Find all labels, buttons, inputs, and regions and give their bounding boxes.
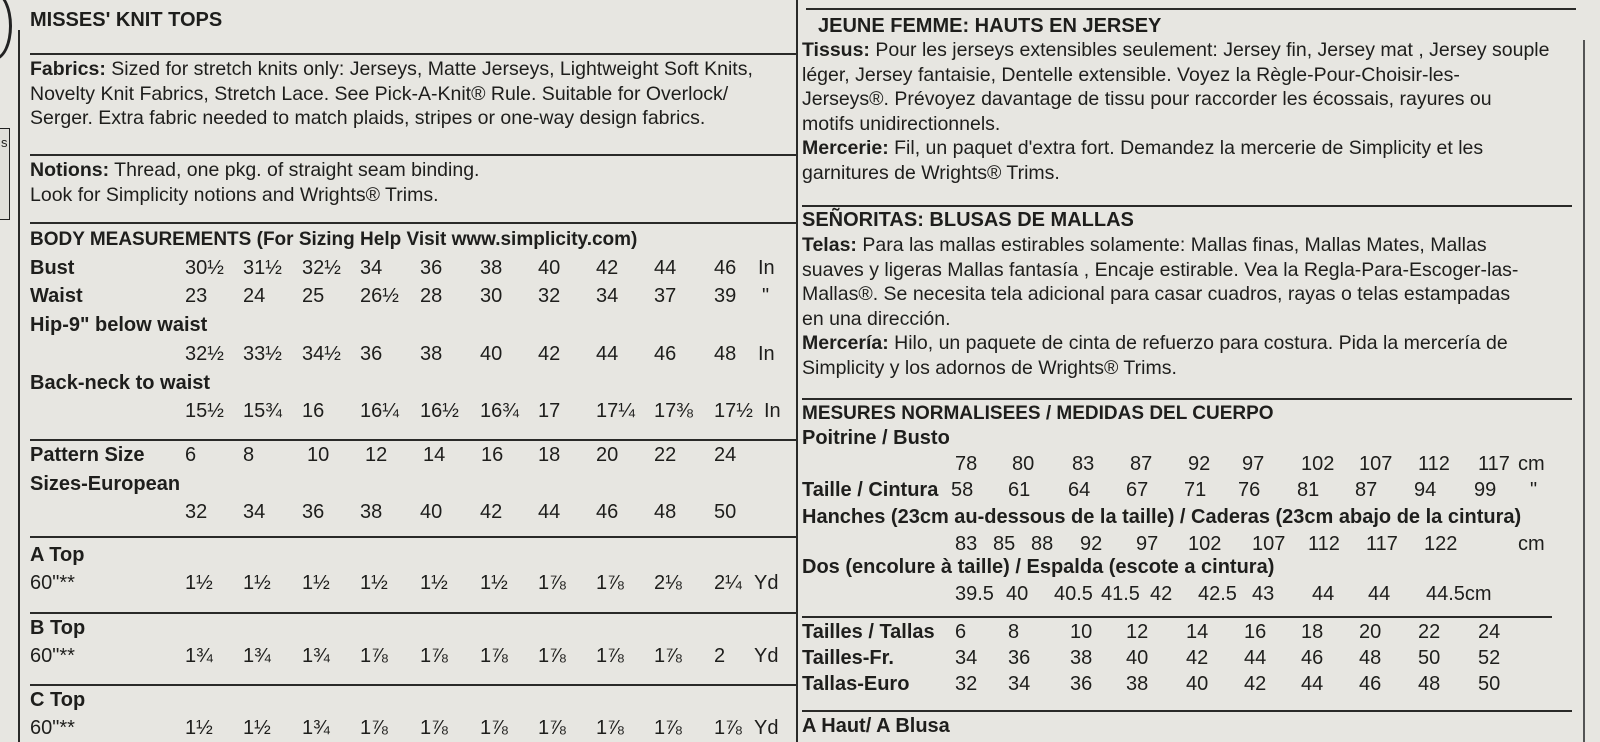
row-label-bust: Bust bbox=[30, 257, 75, 279]
taille-value: 64 bbox=[1068, 479, 1091, 501]
title-jeune-femme: JEUNE FEMME: HAUTS EN JERSEY bbox=[818, 15, 1162, 37]
bust-value: 30½ bbox=[185, 257, 224, 279]
pattern-size-value: 24 bbox=[714, 444, 737, 466]
bust-value: 38 bbox=[480, 257, 503, 279]
edge-tab: s bbox=[0, 128, 10, 220]
telas-line: Mallas®. Se necesita tela adicional para casar cuadros, rayas o telas estampadas bbox=[802, 283, 1511, 305]
view-label: C Top bbox=[30, 689, 86, 711]
hip-value: 34½ bbox=[302, 343, 341, 365]
waist-value: 30 bbox=[480, 285, 503, 307]
bust-value: 34 bbox=[360, 257, 383, 279]
divider bbox=[802, 616, 1552, 618]
divider bbox=[30, 536, 798, 538]
view-yardage-value: 1½ bbox=[185, 572, 213, 594]
fabrics-line: Sized for stretch knits only: Jerseys, Matte Jerseys, Lightweight Soft Knits, bbox=[111, 58, 753, 80]
taille-value: 87 bbox=[1355, 479, 1378, 501]
view-yardage-value: 1⅞ bbox=[420, 645, 448, 667]
bust-value: 40 bbox=[538, 257, 561, 279]
view-yardage-value: 1⅞ bbox=[596, 717, 624, 739]
hanches-value: 117 bbox=[1366, 533, 1398, 555]
row-label-waist: Waist bbox=[30, 285, 83, 307]
tallas-euro-value: 32 bbox=[955, 673, 978, 695]
divider bbox=[30, 684, 798, 686]
row-label-dos: Dos (encolure à taille) / Espalda (escote a cintura) bbox=[802, 556, 1275, 578]
unit-label: In bbox=[758, 343, 775, 365]
row-label-hip: Hip-9" below waist bbox=[30, 314, 208, 336]
title-senoritas: SEÑORITAS: BLUSAS DE MALLAS bbox=[802, 209, 1134, 231]
view-yardage-value: 1½ bbox=[243, 717, 271, 739]
unit-label: Yd bbox=[754, 645, 779, 667]
pattern-size-value: 10 bbox=[307, 444, 330, 466]
back-neck-value: 15½ bbox=[185, 400, 224, 422]
merceria-label: Mercería: bbox=[802, 332, 889, 354]
tissus-line: léger, Jersey fantaisie, Dentelle extensible. Voyez la Règle-Pour-Choisir-les- bbox=[802, 63, 1460, 86]
divider bbox=[30, 612, 798, 614]
tallas-euro-value: 36 bbox=[1070, 673, 1093, 695]
poitrine-value: 112 bbox=[1418, 453, 1450, 475]
pattern-size-value: 22 bbox=[654, 444, 677, 466]
view-yardage-value: 1¾ bbox=[302, 645, 330, 667]
hanches-value: 85 bbox=[993, 533, 1016, 555]
mercerie-label: Mercerie: bbox=[802, 137, 889, 159]
hip-value: 46 bbox=[654, 343, 677, 365]
waist-value: 37 bbox=[654, 285, 677, 307]
taille-value: 58 bbox=[951, 479, 974, 501]
tailles-value: 22 bbox=[1418, 621, 1441, 643]
dos-value: 44 bbox=[1368, 583, 1391, 605]
telas-line: suaves y ligeras Mallas fantasía , Encaje estirable. Vea la Regla-Para-Escoger-las- bbox=[802, 258, 1519, 281]
tailles-value: 24 bbox=[1478, 621, 1501, 643]
unit-label: " bbox=[1530, 479, 1538, 501]
taille-value: 67 bbox=[1126, 479, 1149, 501]
sizes-european-value: 44 bbox=[538, 501, 561, 523]
tailles-fr-value: 36 bbox=[1008, 647, 1031, 669]
divider bbox=[30, 53, 798, 55]
hip-value: 32½ bbox=[185, 343, 224, 365]
divider bbox=[30, 154, 798, 156]
dos-value: 43 bbox=[1252, 583, 1275, 605]
unit-label: In bbox=[758, 257, 775, 279]
view-fabric-width: 60"** bbox=[30, 717, 75, 739]
view-yardage-value: 1⅞ bbox=[538, 645, 566, 667]
sizes-european-value: 50 bbox=[714, 501, 737, 523]
divider bbox=[30, 222, 798, 224]
back-neck-value: 17⅜ bbox=[654, 400, 693, 422]
sizes-european-value: 46 bbox=[596, 501, 619, 523]
view-yardage-value: 1½ bbox=[302, 572, 330, 594]
unit-label: Yd bbox=[754, 717, 779, 739]
hanches-value: 107 bbox=[1252, 533, 1286, 555]
hanches-value: 102 bbox=[1188, 533, 1222, 555]
bust-value: 44 bbox=[654, 257, 677, 279]
body-measurements-heading: BODY MEASUREMENTS (For Sizing Help Visit www.simplicity.com) bbox=[30, 229, 638, 250]
pattern-size-value: 18 bbox=[538, 444, 561, 466]
mercerie-line: garnitures de Wrights® Trims. bbox=[802, 161, 1060, 184]
view-yardage-value: 1¾ bbox=[302, 717, 330, 739]
tallas-euro-value: 38 bbox=[1126, 673, 1149, 695]
view-yardage-value: 2⅛ bbox=[654, 572, 682, 594]
taille-value: 71 bbox=[1184, 479, 1207, 501]
dos-value: 42 bbox=[1150, 583, 1173, 605]
view-yardage-value: 1⅞ bbox=[596, 645, 624, 667]
row-label-taille: Taille / Cintura bbox=[802, 479, 939, 501]
hanches-value: 122 bbox=[1424, 533, 1458, 555]
hip-value: 40 bbox=[480, 343, 503, 365]
notions-line: Thread, one pkg. of straight seam binding. bbox=[114, 159, 480, 181]
waist-value: 24 bbox=[243, 285, 266, 307]
measurements-heading: MESURES NORMALISEES / MEDIDAS DEL CUERPO bbox=[802, 403, 1274, 424]
waist-value: 34 bbox=[596, 285, 619, 307]
row-label-sizes-european: Sizes-European bbox=[30, 473, 181, 495]
tissus-paragraph bbox=[802, 38, 1562, 185]
dos-value: 42.5 bbox=[1198, 583, 1237, 605]
view-yardage-value: 2¼ bbox=[714, 572, 742, 594]
pattern-size-value: 20 bbox=[596, 444, 619, 466]
divider bbox=[802, 398, 1572, 400]
bust-value: 32½ bbox=[302, 257, 341, 279]
sizes-european-value: 34 bbox=[243, 501, 266, 523]
tallas-euro-value: 44 bbox=[1301, 673, 1324, 695]
merceria-line: Simplicity y los adornos de Wrights® Trims. bbox=[802, 356, 1177, 379]
taille-value: 94 bbox=[1414, 479, 1437, 501]
waist-value: 26½ bbox=[360, 285, 399, 307]
merceria-line: Hilo, un paquete de cinta de refuerzo para costura. Pida la mercería de bbox=[894, 332, 1508, 354]
telas-line: en una dirección. bbox=[802, 307, 951, 330]
dos-value: 44 bbox=[1312, 583, 1335, 605]
row-label-tailles: Tailles / Tallas bbox=[802, 621, 935, 643]
tailles-value: 20 bbox=[1359, 621, 1382, 643]
tailles-value: 18 bbox=[1301, 621, 1324, 643]
pattern-size-value: 8 bbox=[243, 444, 255, 466]
view-yardage-value: 1½ bbox=[480, 572, 508, 594]
bust-value: 42 bbox=[596, 257, 619, 279]
tissus-label: Tissus: bbox=[802, 39, 870, 61]
view-yardage-value: 1⅞ bbox=[480, 645, 508, 667]
tailles-value: 6 bbox=[955, 621, 967, 643]
hanches-value: 92 bbox=[1080, 533, 1103, 555]
telas-line: Para las mallas estirables solamente: Mallas finas, Mallas Mates, Mallas bbox=[862, 234, 1487, 256]
notions-label: Notions: bbox=[30, 159, 110, 181]
pattern-size-value: 14 bbox=[423, 444, 446, 466]
notions-line: Look for Simplicity notions and Wrights® Trims. bbox=[30, 183, 439, 206]
tallas-euro-value: 50 bbox=[1478, 673, 1501, 695]
waist-value: 25 bbox=[302, 285, 325, 307]
view-yardage-value: 2 bbox=[714, 645, 726, 667]
bust-value: 31½ bbox=[243, 257, 282, 279]
title-misses-knit-tops: MISSES' KNIT TOPS bbox=[30, 9, 223, 31]
tailles-fr-value: 38 bbox=[1070, 647, 1093, 669]
bust-value: 36 bbox=[420, 257, 443, 279]
tailles-fr-value: 46 bbox=[1301, 647, 1324, 669]
waist-value: 32 bbox=[538, 285, 561, 307]
row-label-tallas-euro: Tallas-Euro bbox=[802, 673, 910, 695]
notions-paragraph bbox=[30, 158, 800, 207]
poitrine-value: 83 bbox=[1072, 453, 1095, 475]
back-neck-value: 17 bbox=[538, 400, 561, 422]
tailles-fr-value: 52 bbox=[1478, 647, 1501, 669]
poitrine-value: 87 bbox=[1130, 453, 1153, 475]
taille-value: 76 bbox=[1238, 479, 1261, 501]
poitrine-value: 80 bbox=[1012, 453, 1035, 475]
edge-decoration bbox=[0, 0, 12, 60]
unit-label: cm bbox=[1518, 453, 1545, 475]
view-fabric-width: 60"** bbox=[30, 572, 75, 594]
divider bbox=[30, 439, 798, 441]
back-neck-value: 17¼ bbox=[596, 400, 635, 422]
tailles-fr-value: 50 bbox=[1418, 647, 1441, 669]
sizes-european-value: 40 bbox=[420, 501, 443, 523]
view-yardage-value: 1½ bbox=[360, 572, 388, 594]
taille-value: 61 bbox=[1008, 479, 1031, 501]
back-neck-value: 15¾ bbox=[243, 400, 282, 422]
hanches-value: 97 bbox=[1136, 533, 1159, 555]
unit-label: Yd bbox=[754, 572, 779, 594]
row-label-hanches: Hanches (23cm au-dessous de la taille) / Caderas (23cm abajo de la cintura) bbox=[802, 506, 1522, 528]
mercerie-line: Fil, un paquet d'extra fort. Demandez la mercerie de Simplicity et les bbox=[894, 137, 1484, 159]
poitrine-value: 107 bbox=[1359, 453, 1393, 475]
tailles-value: 10 bbox=[1070, 621, 1093, 643]
left-edge-line bbox=[18, 30, 20, 742]
view-yardage-value: 1⅞ bbox=[480, 717, 508, 739]
view-yardage-value: 1⅞ bbox=[654, 645, 682, 667]
taille-value: 81 bbox=[1297, 479, 1320, 501]
hanches-value: 83 bbox=[955, 533, 978, 555]
hip-value: 42 bbox=[538, 343, 561, 365]
tallas-euro-value: 34 bbox=[1008, 673, 1031, 695]
tailles-value: 12 bbox=[1126, 621, 1149, 643]
row-label-tailles-fr: Tailles-Fr. bbox=[802, 647, 894, 669]
view-yardage-value: 1¾ bbox=[185, 645, 213, 667]
tallas-euro-value: 46 bbox=[1359, 673, 1382, 695]
view-yardage-value: 1¾ bbox=[243, 645, 271, 667]
waist-value: 39 bbox=[714, 285, 737, 307]
hip-value: 36 bbox=[360, 343, 383, 365]
view-yardage-value: 1⅞ bbox=[714, 717, 742, 739]
view-yardage-value: 1½ bbox=[185, 717, 213, 739]
dos-value: 39.5 bbox=[955, 583, 994, 605]
sizes-european-value: 48 bbox=[654, 501, 677, 523]
back-neck-value: 16½ bbox=[420, 400, 459, 422]
hip-value: 38 bbox=[420, 343, 443, 365]
poitrine-value: 117 bbox=[1478, 453, 1510, 475]
telas-label: Telas: bbox=[802, 234, 857, 256]
divider bbox=[802, 205, 1572, 207]
tallas-euro-value: 40 bbox=[1186, 673, 1209, 695]
dos-value: 44.5cm bbox=[1426, 583, 1492, 605]
view-yardage-value: 1⅞ bbox=[538, 572, 566, 594]
waist-value: 28 bbox=[420, 285, 443, 307]
row-label-pattern-size: Pattern Size bbox=[30, 444, 145, 466]
view-fabric-width: 60"** bbox=[30, 645, 75, 667]
dos-value: 40.5 bbox=[1054, 583, 1093, 605]
pattern-size-value: 12 bbox=[365, 444, 388, 466]
sizes-european-value: 32 bbox=[185, 501, 208, 523]
hanches-value: 112 bbox=[1308, 533, 1340, 555]
dos-value: 40 bbox=[1006, 583, 1029, 605]
tailles-fr-value: 42 bbox=[1186, 647, 1209, 669]
pattern-size-value: 16 bbox=[481, 444, 504, 466]
fabrics-line: Serger. Extra fabric needed to match plaids, stripes or one-way design fabrics. bbox=[30, 107, 706, 129]
back-neck-value: 17½ bbox=[714, 400, 753, 422]
view-yardage-value: 1⅞ bbox=[538, 717, 566, 739]
unit-label: " bbox=[762, 285, 770, 307]
tailles-fr-value: 34 bbox=[955, 647, 978, 669]
back-neck-value: 16 bbox=[302, 400, 325, 422]
divider bbox=[806, 8, 1576, 10]
view-yardage-value: 1½ bbox=[243, 572, 271, 594]
dos-value: 41.5 bbox=[1101, 583, 1140, 605]
tailles-fr-value: 48 bbox=[1359, 647, 1382, 669]
sizes-european-value: 38 bbox=[360, 501, 383, 523]
view-yardage-value: 1⅞ bbox=[420, 717, 448, 739]
tailles-fr-value: 44 bbox=[1244, 647, 1267, 669]
tallas-euro-value: 48 bbox=[1418, 673, 1441, 695]
tissus-line: motifs unidirectionnels. bbox=[802, 112, 1001, 135]
divider bbox=[802, 710, 1572, 712]
poitrine-value: 97 bbox=[1242, 453, 1265, 475]
view-yardage-value: 1⅞ bbox=[360, 717, 388, 739]
unit-label: cm bbox=[1518, 533, 1545, 555]
hanches-value: 88 bbox=[1031, 533, 1054, 555]
fabrics-line: Novelty Knit Fabrics, Stretch Lace. See Pick-A-Knit® Rule. Suitable for Overlock/ bbox=[30, 82, 729, 105]
right-edge-line bbox=[1583, 40, 1585, 742]
back-neck-value: 16¼ bbox=[360, 400, 399, 422]
sizes-european-value: 42 bbox=[480, 501, 503, 523]
poitrine-value: 78 bbox=[955, 453, 978, 475]
hip-value: 33½ bbox=[243, 343, 282, 365]
view-yardage-value: 1⅞ bbox=[654, 717, 682, 739]
waist-value: 23 bbox=[185, 285, 208, 307]
tallas-euro-value: 42 bbox=[1244, 673, 1267, 695]
view-yardage-value: 1½ bbox=[420, 572, 448, 594]
back-neck-value: 16¾ bbox=[480, 400, 519, 422]
poitrine-value: 92 bbox=[1188, 453, 1211, 475]
tissus-line: Pour les jerseys extensibles seulement: Jersey fin, Jersey mat , Jersey souple bbox=[875, 39, 1550, 61]
bust-value: 46 bbox=[714, 257, 737, 279]
view-label: B Top bbox=[30, 617, 86, 639]
next-heading: A Haut/ A Blusa bbox=[802, 715, 950, 737]
view-yardage-value: 1⅞ bbox=[596, 572, 624, 594]
hip-value: 44 bbox=[596, 343, 619, 365]
taille-value: 99 bbox=[1474, 479, 1497, 501]
tailles-value: 14 bbox=[1186, 621, 1209, 643]
tailles-value: 16 bbox=[1244, 621, 1267, 643]
telas-paragraph bbox=[802, 233, 1562, 380]
hip-value: 48 bbox=[714, 343, 737, 365]
poitrine-value: 102 bbox=[1301, 453, 1335, 475]
fabrics-label: Fabrics: bbox=[30, 58, 106, 80]
tailles-value: 8 bbox=[1008, 621, 1020, 643]
pattern-size-value: 6 bbox=[185, 444, 197, 466]
tissus-line: Jerseys®. Prévoyez davantage de tissu pour raccorder les écossais, rayures ou bbox=[802, 88, 1492, 110]
sizes-european-value: 36 bbox=[302, 501, 325, 523]
view-yardage-value: 1⅞ bbox=[360, 645, 388, 667]
unit-label: In bbox=[764, 400, 781, 422]
fabrics-paragraph bbox=[30, 57, 800, 131]
tailles-fr-value: 40 bbox=[1126, 647, 1149, 669]
row-label-back-neck: Back-neck to waist bbox=[30, 372, 211, 394]
view-label: A Top bbox=[30, 544, 85, 566]
row-label-poitrine: Poitrine / Busto bbox=[802, 427, 950, 449]
